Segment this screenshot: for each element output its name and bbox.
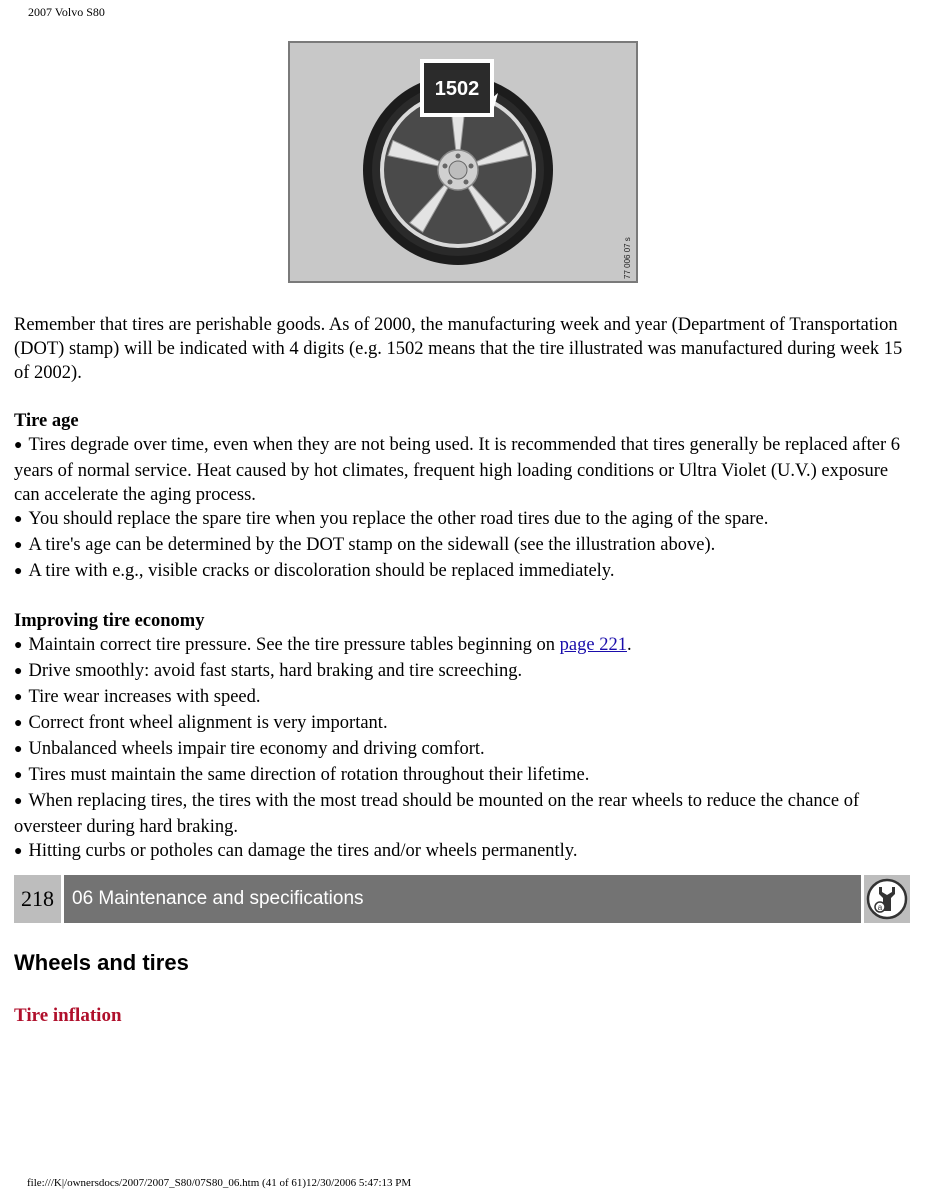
list-item: ● A tire's age can be determined by the DOT stamp on the sidewall (see the illustration above). bbox=[14, 535, 716, 555]
subsection-title: Tire inflation bbox=[14, 1005, 122, 1026]
page-221-link[interactable]: page 221 bbox=[559, 635, 627, 655]
tire-age-list bbox=[14, 433, 914, 585]
figure-code: 77 006 07 s bbox=[623, 237, 632, 279]
tire-wheel-image bbox=[290, 43, 636, 281]
list-item: ● Unbalanced wheels impair tire economy and driving comfort. bbox=[14, 739, 485, 759]
chapter-bar bbox=[14, 875, 910, 923]
intro-paragraph: Remember that tires are perishable goods. As of 2000, the manufacturing week and year (Department of Transportation (DOT) stamp) will be indicated with 4 digits (e.g. 1502 means that the tire illustrated was manufactured during week 15 of 2002). bbox=[14, 315, 903, 383]
tire-dot-illustration bbox=[288, 41, 638, 283]
list-item: ● A tire with e.g., visible cracks or discoloration should be replaced immediately. bbox=[14, 561, 615, 581]
bullet-icon: ● bbox=[14, 690, 23, 705]
page-title: Wheels and tires bbox=[14, 950, 189, 975]
page-number: 218 bbox=[14, 875, 61, 923]
tire-economy-list bbox=[14, 633, 914, 865]
list-item: ● Correct front wheel alignment is very important. bbox=[14, 713, 388, 733]
bullet-icon: ● bbox=[14, 512, 23, 527]
bullet-icon: ● bbox=[14, 794, 23, 809]
bullet-icon: ● bbox=[14, 538, 23, 553]
bullet-icon: ● bbox=[14, 768, 23, 783]
list-item: ● Hitting curbs or potholes can damage the tires and/or wheels permanently. bbox=[14, 841, 578, 861]
bullet-icon: ● bbox=[14, 638, 23, 653]
list-item: ● You should replace the spare tire when you replace the other road tires due to the aging of the spare. bbox=[14, 509, 769, 529]
tire-economy-heading: Improving tire economy bbox=[14, 611, 205, 631]
browser-footer: file:///K|/ownersdocs/2007/2007_S80/07S80_06.htm (41 of 61)12/30/2006 5:47:13 PM bbox=[27, 1177, 412, 1189]
bullet-icon: ● bbox=[14, 844, 23, 859]
bullet-icon: ● bbox=[14, 742, 23, 757]
dot-stamp-label: 1502 bbox=[434, 78, 480, 100]
chapter-title: 06 Maintenance and specifications bbox=[64, 875, 861, 923]
list-item: ● Maintain correct tire pressure. See the tire pressure tables beginning on page 221. bbox=[14, 635, 632, 655]
bullet-icon: ● bbox=[14, 564, 23, 579]
list-item: ● Drive smoothly: avoid fast starts, hard braking and tire screeching. bbox=[14, 661, 523, 681]
bullet-icon: ● bbox=[14, 664, 23, 679]
list-item: ● When replacing tires, the tires with the most tread should be mounted on the rear wheels to reduce the chance of oversteer during hard braking. bbox=[14, 791, 860, 837]
list-item: ● Tires degrade over time, even when they are not being used. It is recommended that tires generally be replaced after 6 years of normal service. Heat caused by hot climates, frequent high loading conditions or Ultra Violet (U.V.) exposure can accelerate the aging process. bbox=[14, 435, 901, 505]
list-item: ● Tires must maintain the same direction of rotation throughout their lifetime. bbox=[14, 765, 590, 785]
svg-text:a: a bbox=[877, 903, 883, 912]
tire-age-heading: Tire age bbox=[14, 411, 79, 431]
main-content bbox=[14, 313, 914, 889]
bullet-icon: ● bbox=[14, 438, 23, 453]
list-item: ● Tire wear increases with speed. bbox=[14, 687, 261, 707]
bullet-icon: ● bbox=[14, 716, 23, 731]
wrench-icon bbox=[864, 875, 910, 923]
browser-header: 2007 Volvo S80 bbox=[28, 5, 105, 19]
